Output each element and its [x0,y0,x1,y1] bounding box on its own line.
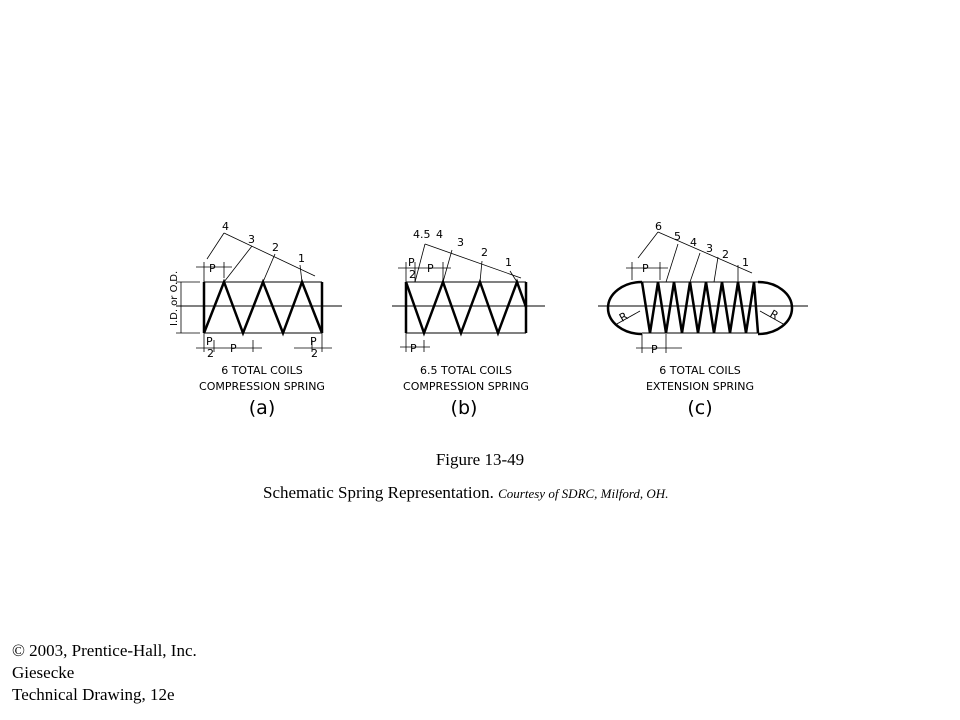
figure-credit: Courtesy of SDRC, Milford, OH. [498,486,669,501]
spring-c [598,232,808,353]
half-pitch-num: P [310,335,317,348]
figure-number: Figure 13-49 [435,450,525,469]
author-line: Giesecke [12,663,75,682]
caption-line1: 6.5 TOTAL COILS [419,364,513,377]
caption-line2: COMPRESSION SPRING [403,380,529,393]
coil-number: 4 [436,228,443,241]
half-pitch-num: P [206,335,213,348]
caption-line2: COMPRESSION SPRING [199,380,325,393]
panel-letter: (a) [248,397,276,419]
radius-label: R [617,309,631,325]
caption-line2: EXTENSION SPRING [645,380,755,393]
panel-letter: (c) [687,397,713,419]
half-pitch-den: 2 [207,347,214,360]
coil-number: 3 [248,233,255,246]
diameter-label: I.D. or O.D. [169,270,180,326]
copyright-line: © 2003, Prentice-Hall, Inc. [12,641,197,660]
pitch-label: P [230,342,237,355]
coil-number: 4 [222,220,229,233]
pitch-label: P [427,262,434,275]
radius-label: R [767,307,781,323]
coil-number: 4.5 [413,228,431,241]
copyright-block [12,640,197,706]
coil-number: 4 [690,236,697,249]
pitch-label: P [209,262,216,275]
coil-number: 2 [272,241,279,254]
caption-line1: 6 TOTAL COILS [659,364,741,377]
figure-caption [263,483,668,503]
half-pitch-num: P [408,256,415,269]
coil-number: 1 [742,256,749,269]
half-pitch-den: 2 [311,347,318,360]
coil-number: 2 [481,246,488,259]
pitch-label: P [651,343,658,356]
panel-letter: (b) [450,397,478,419]
coil-number: 6 [655,220,662,233]
half-pitch-den: 2 [409,268,416,281]
figure-title: Schematic Spring Representation. [263,483,494,502]
spring-b [392,244,545,352]
coil-number: 3 [706,242,713,255]
coil-number: 5 [674,230,681,243]
coil-number: 3 [457,236,464,249]
pitch-label: P [642,262,649,275]
coil-number: 1 [298,252,305,265]
book-title-line: Technical Drawing, 12e [12,685,175,704]
caption-line1: 6 TOTAL COILS [221,364,303,377]
pitch-label: P [410,342,417,355]
spring-a [176,233,342,352]
coil-number: 2 [722,248,729,261]
coil-number: 1 [505,256,512,269]
